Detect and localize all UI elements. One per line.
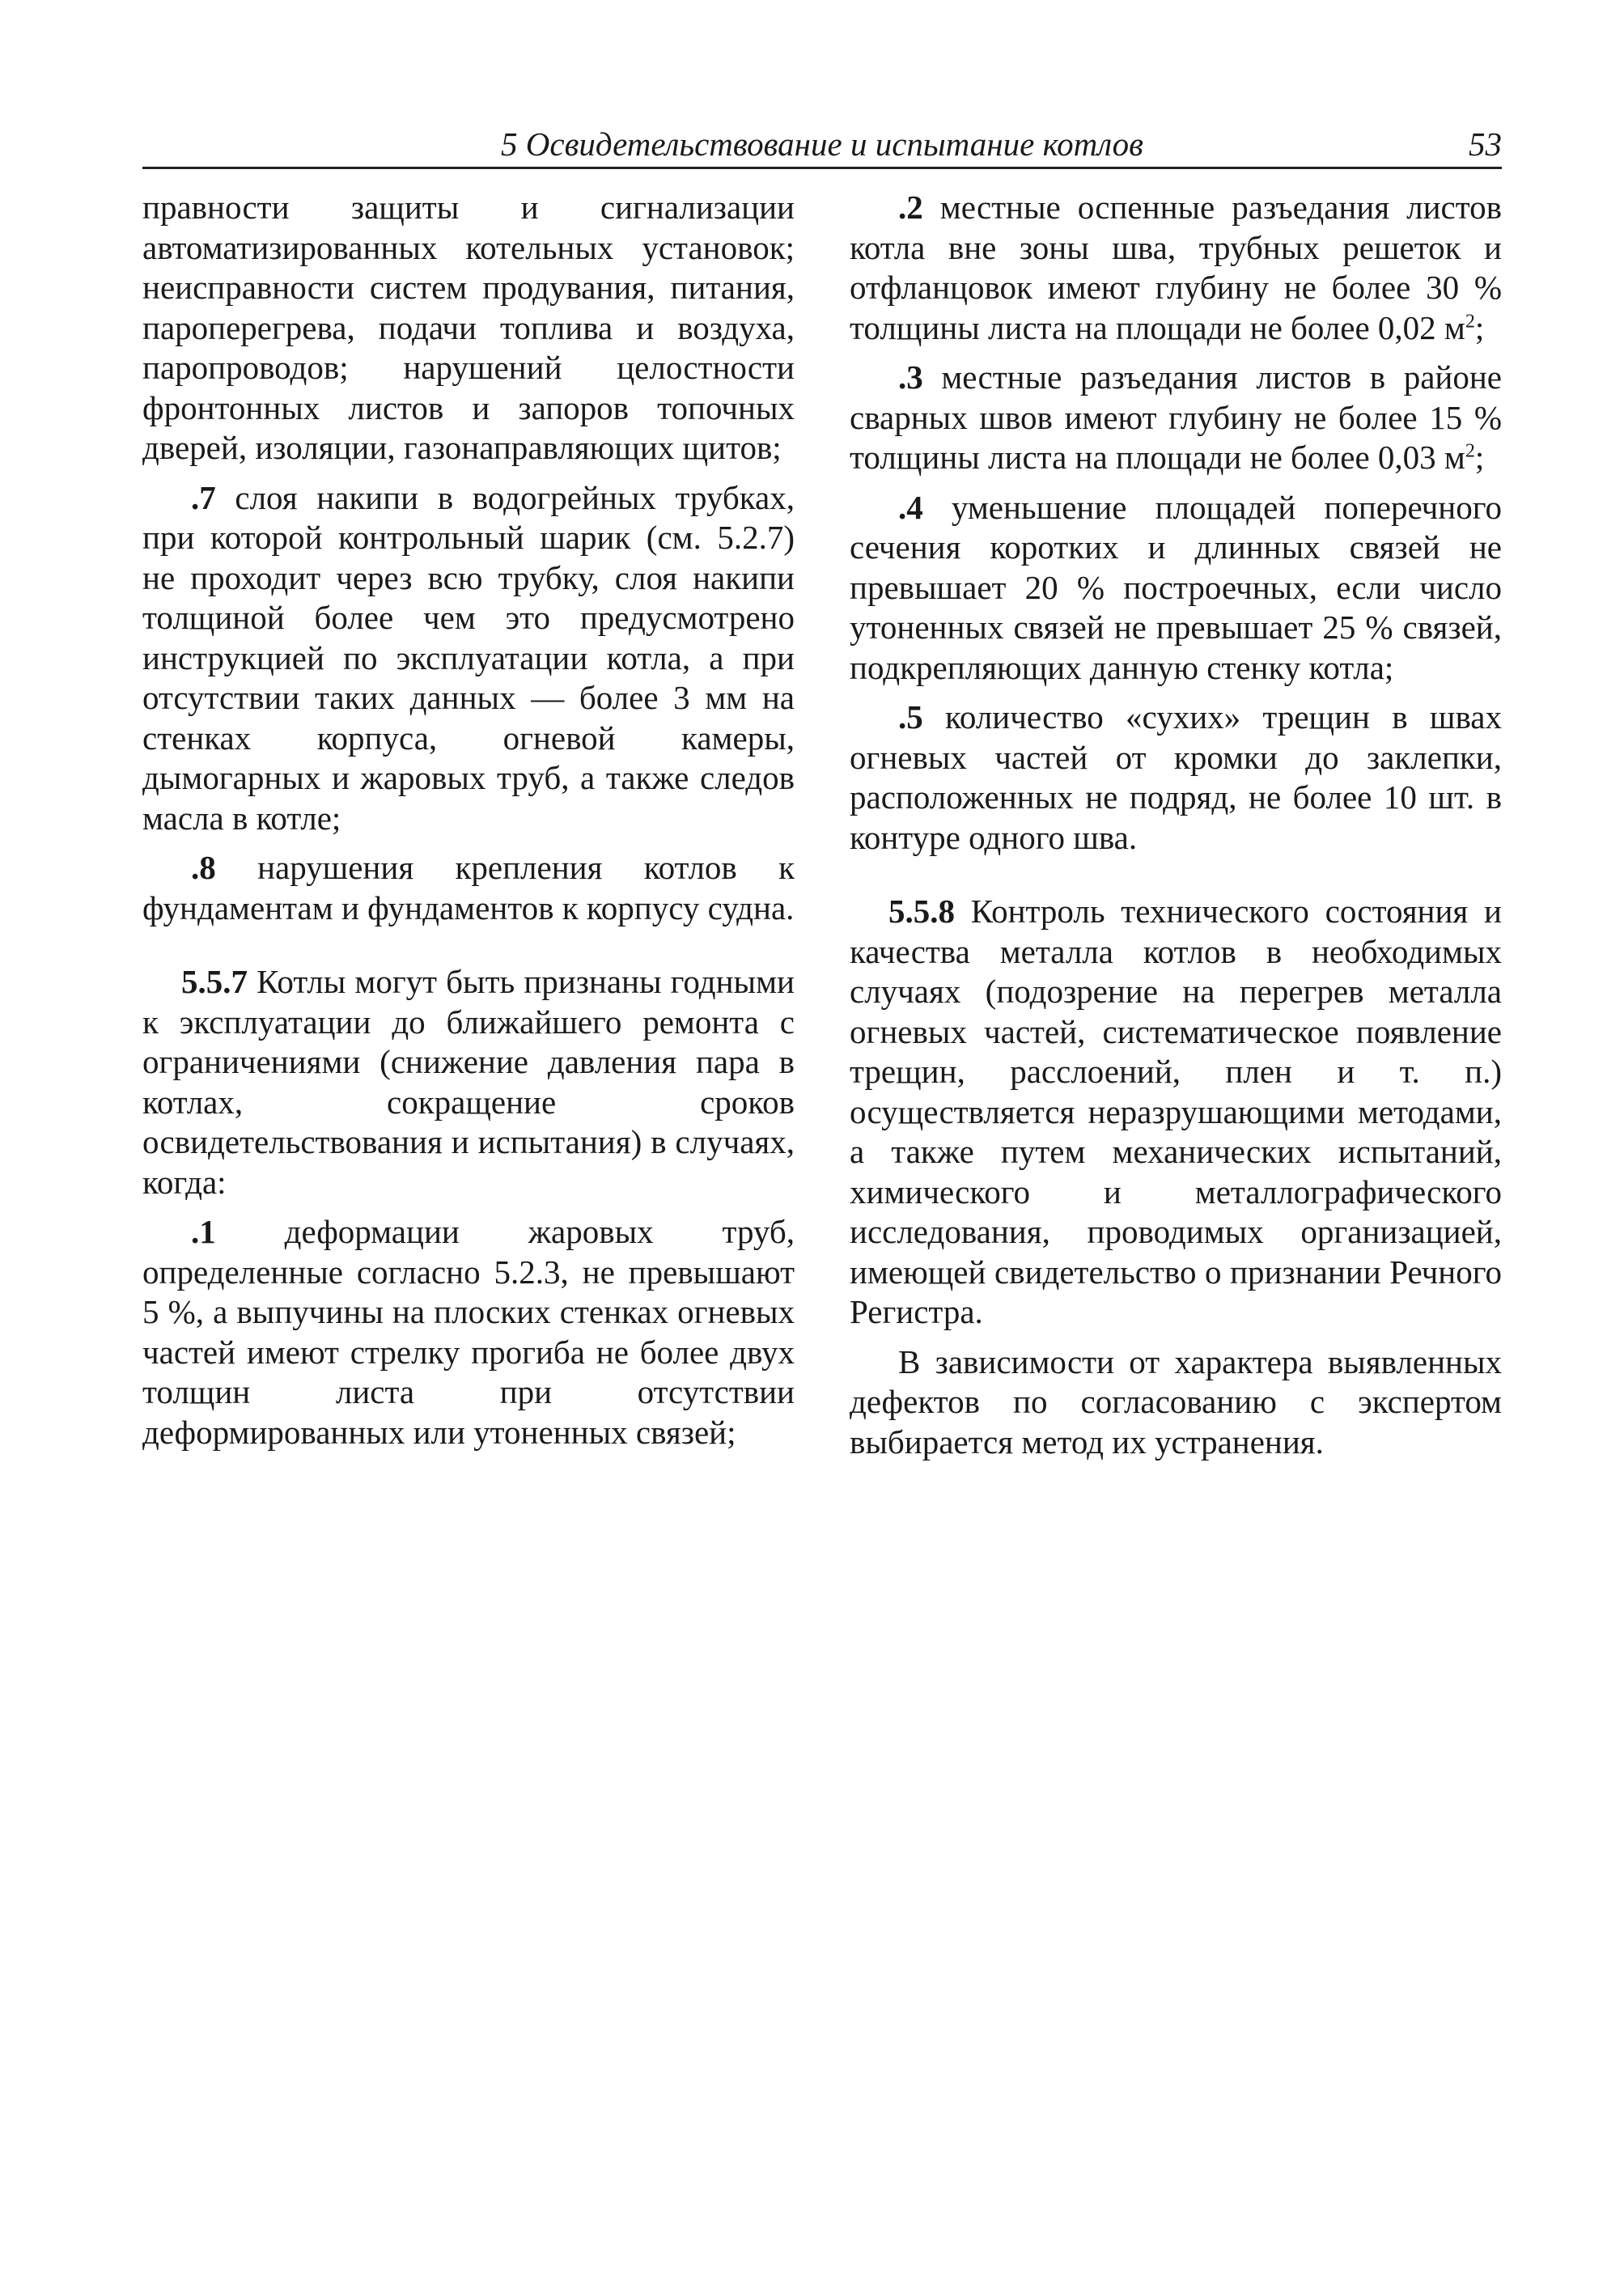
section-text: Котлы могут быть признаны годными к эксплуатации до ближайшего ремонта с ограничениями (снижение давления пара в котлах, сокращение сроков освидетельствования и испытания) в случаях, когда: bbox=[142, 963, 795, 1201]
running-title: 5 Освидетельствование и испытание котлов bbox=[501, 125, 1143, 163]
list-item-2 bbox=[850, 188, 1502, 348]
list-item-text: местные оспенные разъедания листов котла вне зоны шва, трубных решеток и отфланцовок имеют глубину не более 30 % толщины листа на площади не более 0,02 м bbox=[850, 189, 1502, 346]
superscript: 2 bbox=[1465, 440, 1475, 462]
list-item-8 bbox=[142, 848, 795, 928]
list-item-number: .4 bbox=[898, 488, 923, 526]
list-item-text: количество «сухих» трещин в швах огневых частей от кромки до заклепки, расположенных не подряд, не более 10 шт. в контуре одного шва. bbox=[850, 698, 1502, 856]
left-column bbox=[142, 188, 795, 1462]
section-5-5-8 bbox=[850, 892, 1502, 1333]
page-number: 53 bbox=[1469, 125, 1502, 163]
paragraph-text: правности защиты и сигнализации автоматизированных котельных установок; неисправности систем продувания, питания, пароперегрева, подачи топлива и воздуха, паропроводов; нарушений целостности фронтонных листов и запоров топочных дверей, изоляции, газонаправляющих щитов; bbox=[142, 189, 795, 466]
list-item-number: .5 bbox=[898, 698, 923, 736]
list-item-number: .3 bbox=[898, 358, 923, 396]
list-item-number: .8 bbox=[191, 849, 216, 886]
running-header bbox=[142, 121, 1502, 169]
paragraph-continuation bbox=[142, 188, 795, 469]
right-column bbox=[850, 188, 1502, 1472]
list-item-text: слоя накипи в водогрейных трубках, при которой контрольный шарик (см. 5.2.7) не проходит через всю трубку, слоя накипи толщиной более чем это предусмотрено инструкцией по эксплуатации котла, а при отсутствии таких данных — более 3 мм на стенках корпуса, огневой камеры, дымогарных и жаровых труб, а также следов масла в котле; bbox=[142, 478, 795, 837]
list-item-text: местные разъедания листов в районе сварных швов имеют глубину не более 15 % толщины листа на площади не более 0,03 м bbox=[850, 358, 1502, 476]
closing-paragraph bbox=[850, 1342, 1502, 1463]
section-text: Контроль технического состояния и качества металла котлов в необходимых случаях (подозрение на перегрев металла огневых частей, систематическое появление трещин, расслоений, плен и т. п.) осуществляется неразрушающими методами, а также путем механических испытаний, химического и металлографического исследования, проводимых организацией, имеющей свидетельство о признании Речного Регистра. bbox=[850, 893, 1502, 1330]
paragraph-text: В зависимости от характера выявленных дефектов по согласованию с экспертом выбирается метод их устранения. bbox=[850, 1342, 1502, 1461]
list-item-1 bbox=[142, 1212, 795, 1452]
list-item-text: нарушения крепления котлов к фундаментам и фундаментов к корпусу судна. bbox=[142, 849, 795, 927]
list-item-end: ; bbox=[1474, 439, 1485, 476]
list-item-3 bbox=[850, 358, 1502, 478]
section-5-5-7 bbox=[142, 962, 795, 1202]
list-item-7 bbox=[142, 478, 795, 839]
section-number: 5.5.8 bbox=[888, 893, 955, 930]
list-item-text: деформации жаровых труб, определенные согласно 5.2.3, не превышают 5 %, а выпучины на плоских стенках огневых частей имеют стрелку прогиба не более двух толщин листа при отсутствии деформированных или утоненных связей; bbox=[142, 1213, 795, 1451]
superscript: 2 bbox=[1465, 310, 1475, 332]
list-item-number: .7 bbox=[191, 478, 216, 516]
list-item-number: .1 bbox=[191, 1213, 216, 1250]
section-number: 5.5.7 bbox=[181, 963, 248, 1000]
list-item-text: уменьшение площадей поперечного сечения коротких и длинных связей не превышает 20 % построечных, если число утоненных связей не превышает 25 % связей, подкрепляющих данную стенку котла; bbox=[850, 488, 1502, 686]
list-item-5 bbox=[850, 698, 1502, 858]
list-item-4 bbox=[850, 488, 1502, 689]
list-item-end: ; bbox=[1474, 308, 1485, 346]
list-item-number: .2 bbox=[898, 189, 923, 226]
